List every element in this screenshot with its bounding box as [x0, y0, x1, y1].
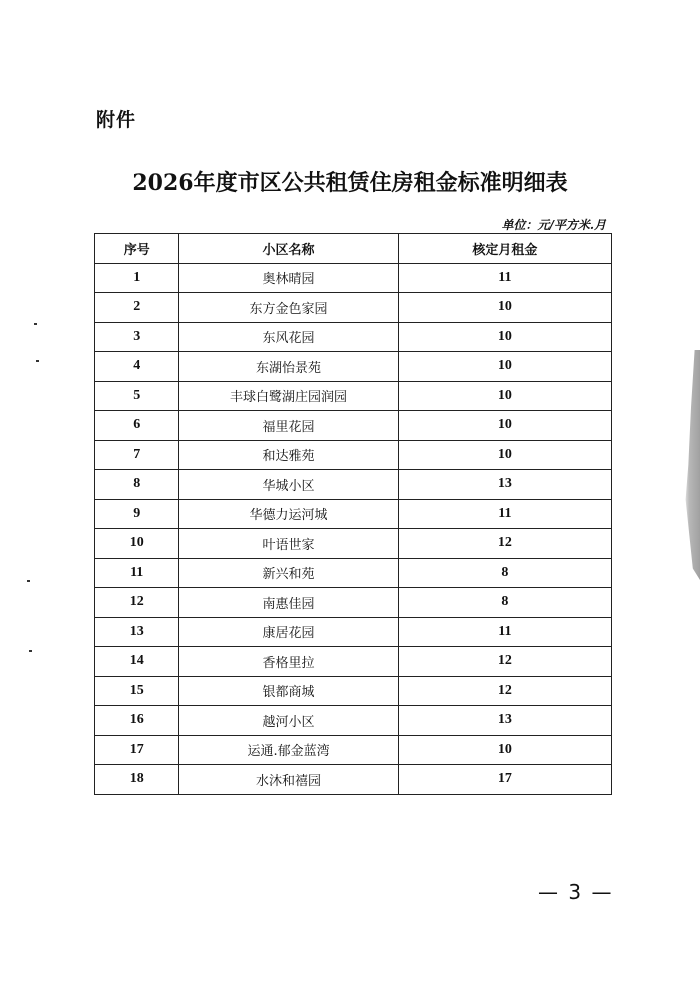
community-name-cell: 东方金色家园 — [179, 293, 398, 323]
table-row — [95, 647, 612, 677]
attachment-label: 附件 — [96, 109, 137, 131]
community-name-cell: 叶语世家 — [179, 529, 398, 559]
header-community-name: 小区名称 — [179, 234, 398, 264]
table-row — [95, 440, 612, 470]
table-row — [95, 293, 612, 323]
monthly-rent-cell: 12 — [398, 529, 611, 559]
monthly-rent-cell: 10 — [398, 735, 611, 765]
serial-number-cell: 9 — [95, 499, 179, 529]
table-row — [95, 529, 612, 559]
table-row — [95, 676, 612, 706]
monthly-rent-cell: 8 — [398, 588, 611, 618]
table-row — [95, 735, 612, 765]
scan-artifact-dot — [29, 650, 32, 652]
table-row — [95, 411, 612, 441]
rent-standard-table — [94, 233, 612, 795]
table-row — [95, 706, 612, 736]
community-name-cell: 越河小区 — [179, 706, 398, 736]
community-name-cell: 和达雅苑 — [179, 440, 398, 470]
table-body — [95, 263, 612, 794]
serial-number-cell: 8 — [95, 470, 179, 500]
scan-artifact-dot — [27, 580, 30, 582]
serial-number-cell: 14 — [95, 647, 179, 677]
scan-edge-shadow — [682, 350, 700, 580]
document-title: 2026年度市区公共租赁住房租金标准明细表 — [132, 170, 568, 196]
community-name-cell: 康居花园 — [179, 617, 398, 647]
table-row — [95, 263, 612, 293]
monthly-rent-cell: 11 — [398, 263, 611, 293]
unit-label: 单位：元/平方米.月 — [501, 218, 606, 232]
table-row — [95, 617, 612, 647]
monthly-rent-cell: 10 — [398, 322, 611, 352]
table-row — [95, 765, 612, 795]
scan-artifact-dot — [36, 360, 39, 362]
monthly-rent-cell: 17 — [398, 765, 611, 795]
page-number: — 3 — — [538, 880, 614, 904]
monthly-rent-cell: 8 — [398, 558, 611, 588]
monthly-rent-cell: 10 — [398, 352, 611, 382]
serial-number-cell: 2 — [95, 293, 179, 323]
serial-number-cell: 11 — [95, 558, 179, 588]
community-name-cell: 南惠佳园 — [179, 588, 398, 618]
table-row — [95, 499, 612, 529]
monthly-rent-cell: 13 — [398, 706, 611, 736]
monthly-rent-cell: 10 — [398, 293, 611, 323]
table-row — [95, 322, 612, 352]
header-serial-number: 序号 — [95, 234, 179, 264]
community-name-cell: 福里花园 — [179, 411, 398, 441]
table-row — [95, 558, 612, 588]
serial-number-cell: 16 — [95, 706, 179, 736]
community-name-cell: 香格里拉 — [179, 647, 398, 677]
community-name-cell: 丰球白鹭湖庄园润园 — [179, 381, 398, 411]
table-row — [95, 381, 612, 411]
monthly-rent-cell: 11 — [398, 499, 611, 529]
table-header-row — [95, 234, 612, 264]
serial-number-cell: 18 — [95, 765, 179, 795]
monthly-rent-cell: 10 — [398, 440, 611, 470]
community-name-cell: 新兴和苑 — [179, 558, 398, 588]
monthly-rent-cell: 12 — [398, 647, 611, 677]
community-name-cell: 东湖怡景苑 — [179, 352, 398, 382]
serial-number-cell: 5 — [95, 381, 179, 411]
community-name-cell: 华德力运河城 — [179, 499, 398, 529]
monthly-rent-cell: 11 — [398, 617, 611, 647]
table-row — [95, 588, 612, 618]
community-name-cell: 东风花园 — [179, 322, 398, 352]
serial-number-cell: 3 — [95, 322, 179, 352]
community-name-cell: 银都商城 — [179, 676, 398, 706]
serial-number-cell: 12 — [95, 588, 179, 618]
monthly-rent-cell: 13 — [398, 470, 611, 500]
monthly-rent-cell: 10 — [398, 411, 611, 441]
table-row — [95, 470, 612, 500]
serial-number-cell: 10 — [95, 529, 179, 559]
scan-artifact-dot — [34, 323, 37, 325]
serial-number-cell: 7 — [95, 440, 179, 470]
table-row — [95, 352, 612, 382]
serial-number-cell: 4 — [95, 352, 179, 382]
serial-number-cell: 17 — [95, 735, 179, 765]
serial-number-cell: 13 — [95, 617, 179, 647]
header-monthly-rent: 核定月租金 — [398, 234, 611, 264]
community-name-cell: 华城小区 — [179, 470, 398, 500]
community-name-cell: 水沐和禧园 — [179, 765, 398, 795]
community-name-cell: 运通.郁金蓝湾 — [179, 735, 398, 765]
monthly-rent-cell: 12 — [398, 676, 611, 706]
serial-number-cell: 1 — [95, 263, 179, 293]
community-name-cell: 奥林晴园 — [179, 263, 398, 293]
serial-number-cell: 15 — [95, 676, 179, 706]
monthly-rent-cell: 10 — [398, 381, 611, 411]
serial-number-cell: 6 — [95, 411, 179, 441]
